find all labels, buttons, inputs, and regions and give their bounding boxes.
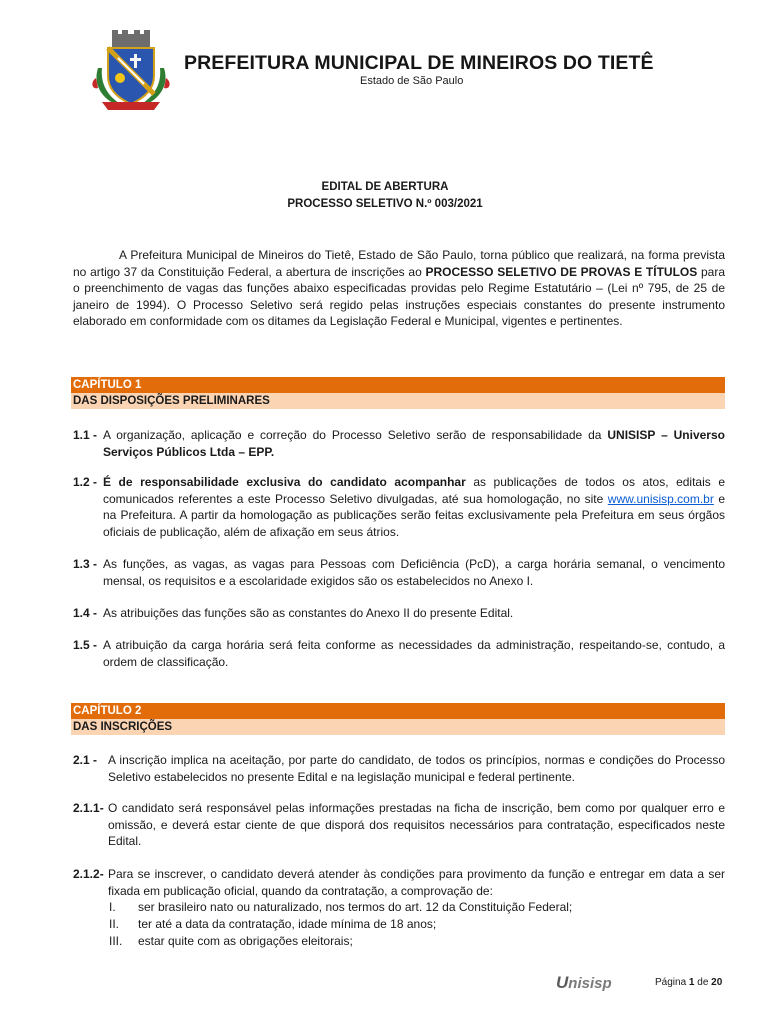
chapter-2-name: DAS INSCRIÇÕES	[71, 719, 725, 735]
logo-text: nisisp	[568, 975, 612, 992]
item-text	[103, 474, 725, 540]
list-item	[73, 866, 725, 899]
item-number: 1.5 -	[73, 638, 98, 652]
roman-text: estar quite com as obrigações eleitorais;	[138, 934, 353, 948]
item-number: 1.4 -	[73, 606, 98, 620]
item-text: O candidato será responsável pelas informações prestadas na ficha de inscrição, bem como por qualquer erro e omissão, e deverá estar ciente de que disporá dos requisitos necessários para contratação, especificados neste Edital.	[108, 801, 725, 849]
roman-text: ser brasileiro nato ou naturalizado, nos termos do art. 12 da Constituição Federal;	[138, 900, 573, 914]
chapter-2-header	[71, 703, 725, 735]
logo-letter: U	[556, 973, 569, 992]
chapter-1-name: DAS DISPOSIÇÕES PRELIMINARES	[71, 393, 725, 409]
item-number: 1.3 -	[73, 557, 98, 571]
page-sep: de	[694, 977, 712, 988]
item-text: Para se inscrever, o candidato deverá atender às condições para provimento da função e entregar em data a ser fixada em publicação oficial, quando da contratação, a comprovação de:	[108, 867, 725, 898]
unisisp-logo	[556, 973, 612, 993]
item-text-plain: A organização, aplicação e correção do Processo Seletivo serão de responsabilidade da	[103, 428, 608, 442]
item-text: As funções, as vagas, as vagas para Pessoas com Deficiência (PcD), a carga horária semanal, o vencimento mensal, os requisitos e a escolaridade exigidos são os estabelecidos no Anexo I.	[103, 557, 725, 588]
list-item	[73, 427, 725, 460]
item-text: As atribuições das funções são as constantes do Anexo II do presente Edital.	[103, 606, 514, 620]
item-text: A inscrição implica na aceitação, por parte do candidato, de todos os princípios, normas e condições do Processo Seletivo estabelecidos no presente Edital e na legislação municipal e federal pertinente.	[108, 753, 725, 784]
intro-text: A Prefeitura Municipal de Mineiros do Tietê, Estado de São Paulo, torna público que realizará, na forma prevista no artigo 37 da Constituição Federal, a abertura de inscrições ao	[73, 248, 725, 279]
roman-number: II.	[109, 917, 120, 931]
org-subtitle: Estado de São Paulo	[360, 75, 464, 87]
list-item	[73, 752, 725, 785]
item-number: 2.1.1-	[73, 801, 104, 815]
coat-of-arms-icon	[88, 28, 174, 112]
document-title: EDITAL DE ABERTURA	[321, 181, 449, 193]
list-item	[73, 637, 725, 670]
page-total: 20	[711, 977, 723, 988]
intro-text-rest: para o preenchimento de vagas das funções abaixo especificadas providas pelo Regime Estatutário – (Lei nº 795, de 25 de janeiro de 1994). O Processo Seletivo será regido pelas instruções especiais constantes do presente instrumento elaborado em conformidade com os ditames da Legislação Federal e Municipal, vigentes e pertinentes.	[73, 264, 725, 329]
item-number: 1.1 -	[73, 428, 98, 442]
item-text: A atribuição da carga horária será feita conforme as necessidades da administração, respeitando-se, contudo, a ordem de classificação.	[103, 638, 725, 669]
item-text-rest: e na Prefeitura. A partir da homologação as publicações serão feitas exclusivamente pela Prefeitura em seus órgãos oficiais de publicação, além de afixação em seus átrios.	[103, 491, 725, 539]
intro-paragraph	[73, 247, 725, 330]
roman-number: III.	[109, 934, 123, 948]
item-text	[103, 427, 725, 460]
chapter-2-number: CAPÍTULO 2	[71, 703, 725, 719]
page-number	[655, 977, 722, 988]
page-label: Página	[655, 977, 689, 988]
item-number: 1.2 -	[73, 475, 98, 489]
list-item	[73, 474, 725, 540]
roman-item	[109, 916, 436, 933]
roman-item	[109, 933, 353, 950]
org-title: PREFEITURA MUNICIPAL DE MINEIROS DO TIETÊ	[184, 52, 654, 74]
list-item	[73, 556, 725, 589]
unisisp-link[interactable]: www.unisisp.com.br	[607, 491, 714, 506]
item-number: 2.1.2-	[73, 867, 104, 881]
item-text-plain: as publicações de todos os atos, editais e comunicados referentes a este Processo Seletivo divulgadas, até sua homologação, no site	[103, 475, 725, 506]
item-text-bold: UNISISP – Universo Serviços Públicos Ltda – EPP.	[103, 428, 725, 459]
intro-bold: PROCESSO SELETIVO DE PROVAS E TÍTULOS	[425, 264, 698, 279]
page-header	[88, 28, 708, 108]
chapter-1-header	[71, 377, 725, 409]
list-item	[73, 800, 725, 850]
roman-text: ter até a data da contratação, idade mínima de 18 anos;	[138, 917, 437, 931]
page-current: 1	[688, 977, 695, 988]
list-item	[73, 605, 725, 622]
item-text-bold: É de responsabilidade exclusiva do candidato acompanhar	[103, 475, 466, 489]
item-number: 2.1 -	[73, 753, 98, 767]
chapter-1-number: CAPÍTULO 1	[71, 377, 725, 393]
document-subtitle: PROCESSO SELETIVO N.º 003/2021	[287, 198, 483, 210]
roman-number: I.	[109, 900, 116, 914]
roman-item	[109, 899, 572, 916]
